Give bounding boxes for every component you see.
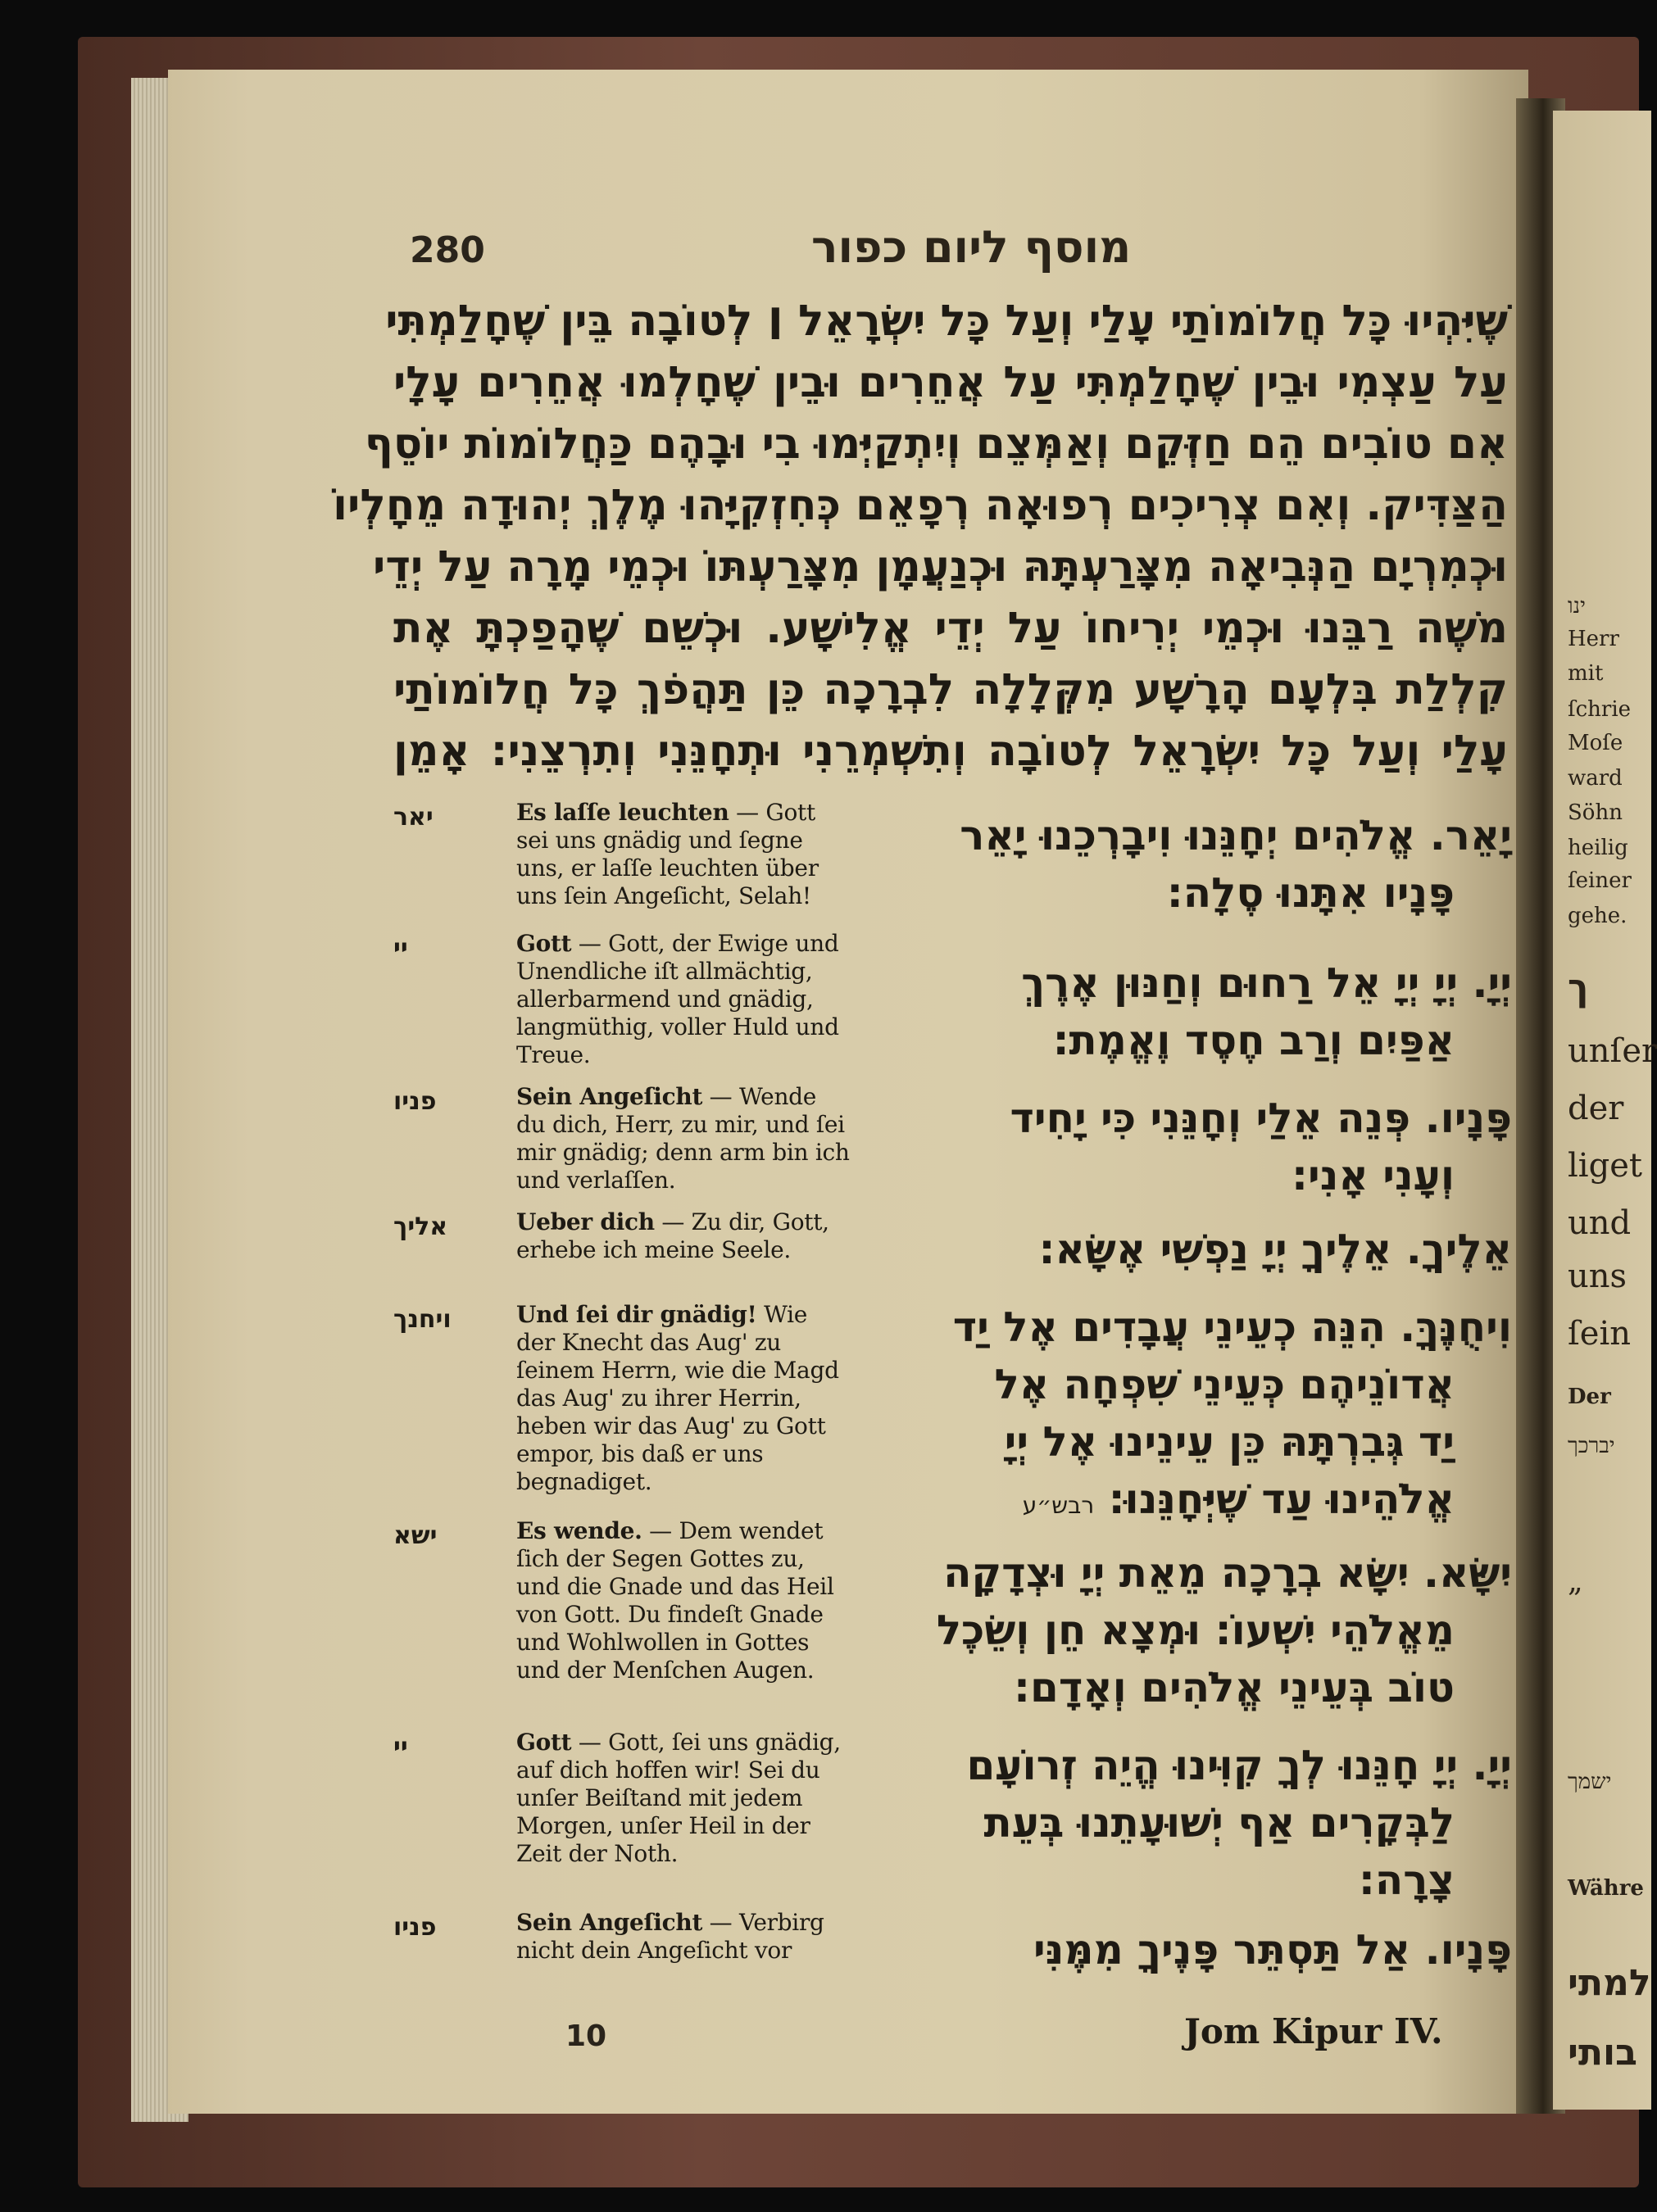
gloss-tag: פניו bbox=[393, 1087, 437, 1116]
gloss-tag: יי bbox=[393, 1733, 408, 1761]
verse-line: יָאֵר. אֱלֹהִים יְחָנֵּנוּ וִיבָרְכֵנוּ יָאֵר bbox=[960, 812, 1512, 859]
gloss-text: — Gott, ſei uns gnädig, auf dich hoffen wir! Sei du unſer Beiſtand mit jedem Morgen, unſer Heil in der Zeit der Noth. bbox=[516, 1729, 841, 1867]
facing-text: liget bbox=[1568, 1147, 1642, 1185]
verse-line: מֵאֱלֹהֵי יִשְׁעוֹ: וּמְצָא חֵן וְשֵׂכֶל bbox=[936, 1607, 1455, 1654]
verse-line: יַד גְּבִרְתָּהּ כֵּן עֵינֵינוּ אֶל יְיָ bbox=[1004, 1418, 1455, 1466]
facing-text: Der bbox=[1568, 1385, 1611, 1409]
facing-text: ſein bbox=[1568, 1315, 1632, 1353]
gloss-lead: Es laſſe leuchten bbox=[516, 799, 729, 826]
gloss-tag: פניו bbox=[393, 1913, 437, 1942]
verse bbox=[889, 1737, 1512, 1909]
verse-line bbox=[889, 1471, 1512, 1534]
gloss-tag: אליך bbox=[393, 1213, 448, 1241]
gloss-lead: Und ſei dir gnädig! bbox=[516, 1301, 757, 1328]
verse bbox=[889, 1090, 1512, 1204]
gloss-lead: Gott bbox=[516, 930, 572, 957]
verse bbox=[889, 807, 1512, 922]
verse-line: וְעָנִי אָנִי: bbox=[1292, 1152, 1455, 1199]
gloss-entry bbox=[516, 799, 852, 910]
gloss-lead: Sein Angeſicht bbox=[516, 1083, 703, 1110]
verse-line-text: אֱלֹהֵינוּ עַד שֶׁיְּחָנֵּנוּ: bbox=[1108, 1475, 1455, 1523]
gloss-tag: יי bbox=[393, 934, 408, 963]
facing-text: gehe. bbox=[1568, 904, 1627, 928]
gloss-text: — Wende du dich, Herr, zu mir, und ſei mir gnädig; denn arm bin ich und verlaſſen. bbox=[516, 1083, 850, 1194]
paragraph-line: עַל עַצְמִי וּבֵין שֶׁחָלַמְתִּי עַל אֲחֵרִים וּבֵין שֶׁחָלְמוּ אֲחֵרִים עָלָי bbox=[393, 358, 1508, 407]
paragraph-line: מֹשֶׁה רַבֵּנוּ וּכְמֵי יְרִיחוֹ עַל יְדֵי אֱלִישָׁע. וּכְשֵׁם שֶׁהָפַכְתָּ אֶת bbox=[393, 604, 1508, 653]
gloss-entry bbox=[516, 1083, 852, 1194]
verse-line: אַפַּיִם וְרַב חֶסֶד וֶאֱמֶת: bbox=[1052, 1017, 1455, 1064]
gloss-text: Wie der Knecht das Aug' zu ſeinem Herrn, wie die Magd das Aug' zu ihrer Herrin, heben wir das Aug' zu Gott empor, bis daß er uns begnadiget. bbox=[516, 1301, 839, 1495]
verse bbox=[889, 1221, 1512, 1278]
verse-line: לַבְּקָרִים אַף יְשׁוּעָתֵנוּ בְּעֵת bbox=[983, 1799, 1455, 1847]
paragraph-line: קִלְלַת בִּלְעָם הָרָשָׁע מִקְּלָלָה לִבְרָכָה כֵּן תַּהֲפֹךְ כָּל חֲלוֹמוֹתַי bbox=[393, 665, 1508, 714]
verse-line: אֵלֶיךָ. אֵלֶיךָ יְיָ נַפְשִׁי אֶשָּׂא: bbox=[1038, 1226, 1512, 1273]
facing-text: ך bbox=[1568, 967, 1589, 1009]
gloss-entry bbox=[516, 930, 852, 1069]
gloss-text: — Gott, der Ewige und Unendliche iſt allmächtig, allerbarmend und gnädig, langmüthig, voller Huld und Treue. bbox=[516, 930, 839, 1068]
facing-text: Währe bbox=[1568, 1876, 1644, 1901]
verse-line: פָּנָיו. אַל תַּסְתֵּר פָּנֶיךָ מִמֶּנִּי bbox=[1033, 1926, 1512, 1974]
facing-page bbox=[1553, 111, 1657, 2110]
facing-text: Moſe bbox=[1568, 731, 1623, 755]
facing-text: heilig bbox=[1568, 836, 1628, 860]
facing-text: „ bbox=[1568, 1565, 1583, 1598]
gloss-text: — Dem wendet ſich der Segen Gottes zu, und die Gnade und das Heil von Gott. Du findeſt Gnade und Wohlwollen in Gottes und der Menſchen Augen. bbox=[516, 1517, 834, 1684]
facing-text: mit bbox=[1568, 661, 1604, 686]
verse bbox=[889, 954, 1512, 1069]
page-header bbox=[410, 221, 1524, 287]
facing-text: Söhn bbox=[1568, 800, 1623, 825]
facing-text: Herr bbox=[1568, 627, 1619, 651]
facing-text: der bbox=[1568, 1090, 1624, 1127]
prayer-paragraph bbox=[333, 291, 1508, 782]
facing-text: ward bbox=[1568, 766, 1623, 791]
page-number: 280 bbox=[410, 229, 485, 271]
gloss-entry bbox=[516, 1909, 852, 1965]
paragraph-line: הַצַּדִּיק. וְאִם צְרִיכִים רְפוּאָה רְפָאֵם כְּחִזְקִיָּהוּ מֶלֶךְ יְהוּדָה מֵחָלְיוֹ bbox=[333, 481, 1508, 530]
gloss-entry bbox=[516, 1729, 852, 1868]
gloss-tag: ישא bbox=[393, 1521, 438, 1550]
gloss-entry bbox=[516, 1301, 852, 1496]
gloss-text: — Zu dir, Gott, erhebe ich meine Seele. bbox=[516, 1208, 829, 1263]
facing-text: ינו bbox=[1568, 594, 1586, 619]
verse-line: יִשָּׂא. יִשָּׂא בְרָכָה מֵאֵת יְיָ וּצְדָקָה bbox=[943, 1549, 1512, 1597]
facing-text: יברכך bbox=[1568, 1434, 1615, 1458]
gloss-lead: Ueber dich bbox=[516, 1208, 655, 1235]
verse-line: טוֹב בְּעֵינֵי אֱלֹהִים וְאָדָם: bbox=[1014, 1664, 1455, 1711]
facing-text: unſer bbox=[1568, 1032, 1657, 1070]
gloss-text: — Verbirg nicht dein Angeſicht vor bbox=[516, 1909, 824, 1964]
paragraph-line: וּכְמִרְיָם הַנְּבִיאָה מִצָּרַעְתָּהּ וּכְנַעֲמָן מִצָּרַעְתּוֹ וּכְמֵי מָרָה עַל יְדֵי bbox=[373, 542, 1508, 592]
facing-text: בותי bbox=[1568, 2032, 1637, 2074]
signature-number: 10 bbox=[565, 2019, 607, 2053]
gloss-tag: ויחנך bbox=[393, 1305, 452, 1334]
verse-line: אֲדוֹנֵיהֶם כְּעֵינֵי שִׁפְחָה אֶל bbox=[994, 1361, 1455, 1408]
gloss-tag: יאר bbox=[393, 803, 434, 832]
running-head: מוסף ליום כפור bbox=[811, 221, 1132, 273]
gloss-lead: Es wende. bbox=[516, 1517, 642, 1544]
verse-line: פָּנָיו. פְּנֵה אֵלַי וְחָנֵּנִי כִּי יָחִיד bbox=[1010, 1095, 1512, 1142]
gloss-entry bbox=[516, 1208, 852, 1264]
facing-text: und bbox=[1568, 1204, 1632, 1242]
signature-mark: Jom Kipur IV. bbox=[1184, 2011, 1443, 2051]
gloss-lead: Sein Angeſicht bbox=[516, 1909, 703, 1936]
verse bbox=[889, 1544, 1512, 1716]
verse-note: רבש״ע bbox=[1022, 1492, 1095, 1519]
paragraph-line: אִם טוֹבִים הֵם חַזְּקֵם וְאַמְּצֵם וְיִתְקַיְּמוּ בִי וּבָהֶם כַּחֲלוֹמוֹת יוֹסֵף bbox=[364, 419, 1508, 469]
paragraph-line: עָלַי וְעַל כָּל יִשְׂרָאֵל לְטוֹבָה וְתִשְׁמְרֵנִי וּתְחָנֵּנִי וְתִרְצֵנִי: אָמֵן bbox=[393, 727, 1508, 776]
facing-text: ישמך bbox=[1568, 1770, 1612, 1794]
verse-line: צָרָה: bbox=[1358, 1856, 1455, 1904]
gloss-entry bbox=[516, 1517, 852, 1684]
paragraph-line: שֶׁיִּהְיוּ כָּל חֲלוֹמוֹתַי עָלַי וְעַל כָּל יִשְׂרָאֵל ׀ לְטוֹבָה בֵּין שֶׁחָלַמְתִּי bbox=[385, 297, 1508, 346]
verse-line: יְיָ. יְיָ חָנֵּנוּ לְךָ קִוִּינוּ הֱיֵה זְרוֹעָם bbox=[966, 1742, 1512, 1789]
verse-line: פָּנָיו אִתָּנוּ סֶלָה: bbox=[1166, 869, 1455, 917]
verse bbox=[889, 1921, 1512, 1979]
facing-text: למתי bbox=[1568, 1962, 1651, 2004]
facing-text: ſeiner bbox=[1568, 868, 1632, 893]
gloss-text: — Gott sei uns gnädig und ſegne uns, er laſſe leuchten über uns ſein Angeſicht, Selah! bbox=[516, 799, 819, 909]
gloss-lead: Gott bbox=[516, 1729, 572, 1756]
verse-line: וִיחֻנֶּךָּ. הִנֵּה כְעֵינֵי עֲבָדִים אֶל יַד bbox=[952, 1303, 1512, 1351]
facing-text: uns bbox=[1568, 1258, 1627, 1295]
facing-text: ſchrie bbox=[1568, 697, 1632, 722]
verse-line: יְיָ. יְיָ יְיָ אֵל רַחוּם וְחַנּוּן אֶרֶךְ bbox=[1021, 959, 1512, 1007]
verse bbox=[889, 1299, 1512, 1534]
